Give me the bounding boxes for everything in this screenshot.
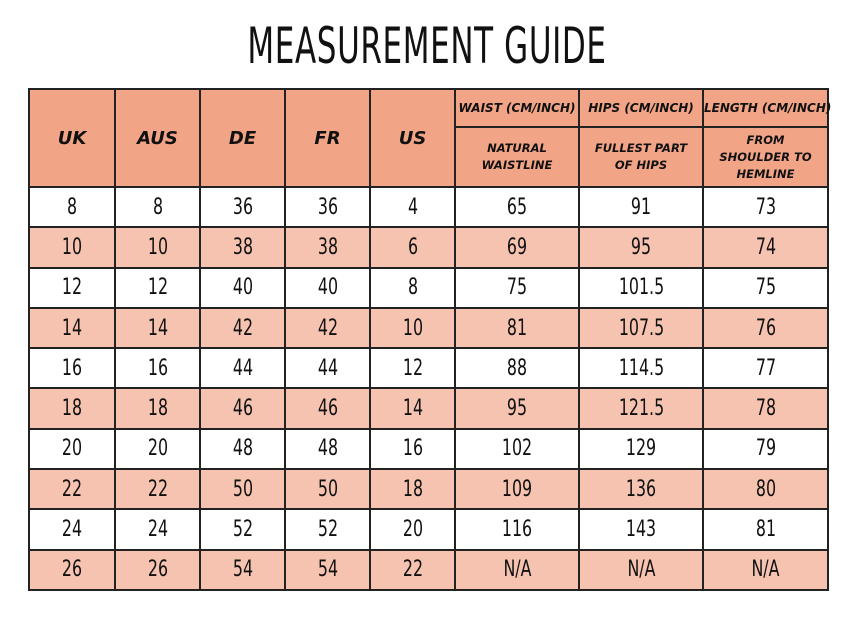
cell-de [200,550,285,590]
header-uk: UK [29,89,115,187]
length-note-text: FROM SHOULDER TO HEMLINE [719,132,812,181]
cell-fr [285,187,370,227]
cell-value: 102 [501,436,533,462]
cell-value: 77 [755,355,776,381]
cell-hips [579,348,703,388]
header-de: DE [200,89,285,187]
cell-value: 18 [61,396,83,422]
cell-value: 109 [501,476,533,502]
cell-uk [29,469,115,509]
cell-value: 12 [61,275,83,301]
cell-value: 10 [147,234,168,260]
cell-hips [579,268,703,308]
cell-value: 44 [317,355,338,381]
cell-value: N/A [626,557,656,583]
cell-value: 24 [61,517,83,543]
cell-value: 38 [317,234,338,260]
cell-hips [579,509,703,549]
table-header [29,89,832,187]
cell-uk [29,227,115,267]
cell-length [703,268,828,308]
header-fr: FR [285,89,370,187]
cell-us [370,227,455,267]
cell-value: 4 [407,194,418,220]
measurement-table [28,88,832,591]
cell-waist [455,509,579,549]
cell-fr [285,227,370,267]
cell-hips [579,550,703,590]
cell-uk [29,429,115,469]
cell-aus [115,268,200,308]
cell-us [370,187,455,227]
cell-value: 52 [232,517,253,543]
cell-value: 107.5 [618,315,664,341]
cell-waist [455,227,579,267]
cell-value: 69 [506,234,528,260]
cell-us [370,348,455,388]
cell-value: 26 [61,557,83,583]
cell-value: 18 [147,396,168,422]
cell-value: 50 [317,476,338,502]
cell-value: 81 [506,315,528,341]
cell-fr [285,429,370,469]
cell-value: 48 [232,436,253,462]
cell-value: N/A [751,557,780,583]
cell-value: 50 [232,476,253,502]
header-waist-note [455,127,579,187]
cell-value: 38 [232,234,253,260]
cell-aus [115,509,200,549]
table-row [29,187,828,227]
table-row [29,509,828,549]
cell-aus [115,469,200,509]
cell-value: 22 [61,476,83,502]
cell-hips [579,469,703,509]
cell-uk [29,187,115,227]
header-hips-note [579,127,703,187]
cell-waist [455,388,579,428]
cell-value: 20 [147,436,168,462]
cell-value: 78 [755,396,776,422]
cell-value: 54 [317,557,338,583]
cell-value: 22 [402,557,423,583]
cell-value: 54 [232,557,253,583]
cell-uk [29,268,115,308]
cell-value: 16 [402,436,423,462]
table-row [29,388,828,428]
header-waist: WAIST (CM/INCH) [455,89,579,127]
cell-uk [29,308,115,348]
cell-length [703,308,828,348]
cell-aus [115,348,200,388]
cell-value: 26 [147,557,168,583]
cell-length [703,348,828,388]
cell-waist [455,469,579,509]
cell-value: 46 [232,396,253,422]
cell-value: 6 [407,234,418,260]
cell-us [370,268,455,308]
cell-us [370,308,455,348]
cell-us [370,509,455,549]
cell-value: 40 [317,275,338,301]
cell-value: 88 [506,355,528,381]
cell-de [200,509,285,549]
cell-waist [455,268,579,308]
cell-value: 48 [317,436,338,462]
cell-value: 95 [630,234,652,260]
cell-value: 75 [755,275,776,301]
cell-value: 52 [317,517,338,543]
table-row [29,550,828,590]
cell-value: 129 [625,436,657,462]
cell-value: 8 [407,275,418,301]
cell-fr [285,469,370,509]
cell-value: 22 [147,476,168,502]
cell-uk [29,509,115,549]
cell-value: 46 [317,396,338,422]
cell-value: 8 [66,194,78,220]
cell-value: 65 [506,194,528,220]
cell-length [703,227,828,267]
cell-us [370,429,455,469]
cell-value: 36 [232,194,253,220]
cell-de [200,469,285,509]
page-title: MEASUREMENT GUIDE [247,17,607,75]
header-length-note [703,127,828,187]
cell-length [703,550,828,590]
header-length: LENGTH (CM/INCH) [703,89,828,127]
cell-length [703,388,828,428]
cell-value: 10 [402,315,423,341]
cell-value: 42 [232,315,253,341]
cell-aus [115,429,200,469]
cell-value: 20 [402,517,423,543]
cell-de [200,348,285,388]
cell-de [200,227,285,267]
cell-value: 76 [755,315,776,341]
cell-value: 91 [630,194,652,220]
cell-value: 75 [506,275,528,301]
cell-value: 16 [147,355,168,381]
cell-value: 16 [61,355,83,381]
cell-value: 12 [147,275,168,301]
cell-us [370,469,455,509]
cell-length [703,187,828,227]
cell-aus [115,187,200,227]
cell-value: 116 [501,517,533,543]
cell-value: 36 [317,194,338,220]
cell-waist [455,550,579,590]
cell-value: 136 [625,476,657,502]
cell-value: 42 [317,315,338,341]
waist-note-text: NATURAL WAISTLINE [481,141,553,172]
cell-value: 10 [61,234,83,260]
cell-length [703,429,828,469]
cell-waist [455,429,579,469]
cell-de [200,308,285,348]
cell-value: 80 [755,476,776,502]
cell-value: 14 [402,396,423,422]
cell-hips [579,388,703,428]
cell-value: 14 [61,315,83,341]
header-hips: HIPS (CM/INCH) [579,89,703,127]
cell-value: 44 [232,355,253,381]
cell-us [370,388,455,428]
cell-aus [115,308,200,348]
header-us: US [370,89,455,187]
cell-hips [579,308,703,348]
cell-value: 101.5 [618,275,664,301]
cell-aus [115,227,200,267]
cell-value: 18 [402,476,423,502]
cell-value: 81 [755,517,776,543]
cell-de [200,429,285,469]
cell-fr [285,509,370,549]
cell-aus [115,550,200,590]
table-row [29,227,828,267]
cell-value: 74 [755,234,776,260]
hips-note-text: FULLEST PART OF HIPS [594,141,688,172]
cell-value: 73 [755,194,776,220]
cell-fr [285,550,370,590]
cell-value: N/A [502,557,532,583]
cell-fr [285,308,370,348]
table-row [29,429,828,469]
cell-length [703,509,828,549]
cell-value: 79 [755,436,776,462]
cell-us [370,550,455,590]
table-row [29,308,828,348]
cell-de [200,187,285,227]
cell-value: 8 [152,194,163,220]
cell-uk [29,348,115,388]
cell-waist [455,187,579,227]
cell-value: 14 [147,315,168,341]
cell-fr [285,348,370,388]
table-row [29,348,828,388]
cell-waist [455,348,579,388]
cell-value: 114.5 [618,355,664,381]
table-body [29,187,828,590]
cell-uk [29,388,115,428]
cell-uk [29,550,115,590]
cell-value: 121.5 [618,396,664,422]
cell-value: 143 [625,517,657,543]
cell-hips [579,429,703,469]
cell-fr [285,268,370,308]
cell-waist [455,308,579,348]
cell-value: 12 [402,355,423,381]
cell-value: 95 [506,396,528,422]
cell-value: 40 [232,275,253,301]
cell-de [200,388,285,428]
cell-value: 20 [61,436,83,462]
cell-aus [115,388,200,428]
cell-hips [579,187,703,227]
header-aus: AUS [115,89,200,187]
table-row [29,268,828,308]
cell-hips [579,227,703,267]
cell-length [703,469,828,509]
cell-de [200,268,285,308]
cell-value: 24 [147,517,168,543]
table-row [29,469,828,509]
cell-fr [285,388,370,428]
